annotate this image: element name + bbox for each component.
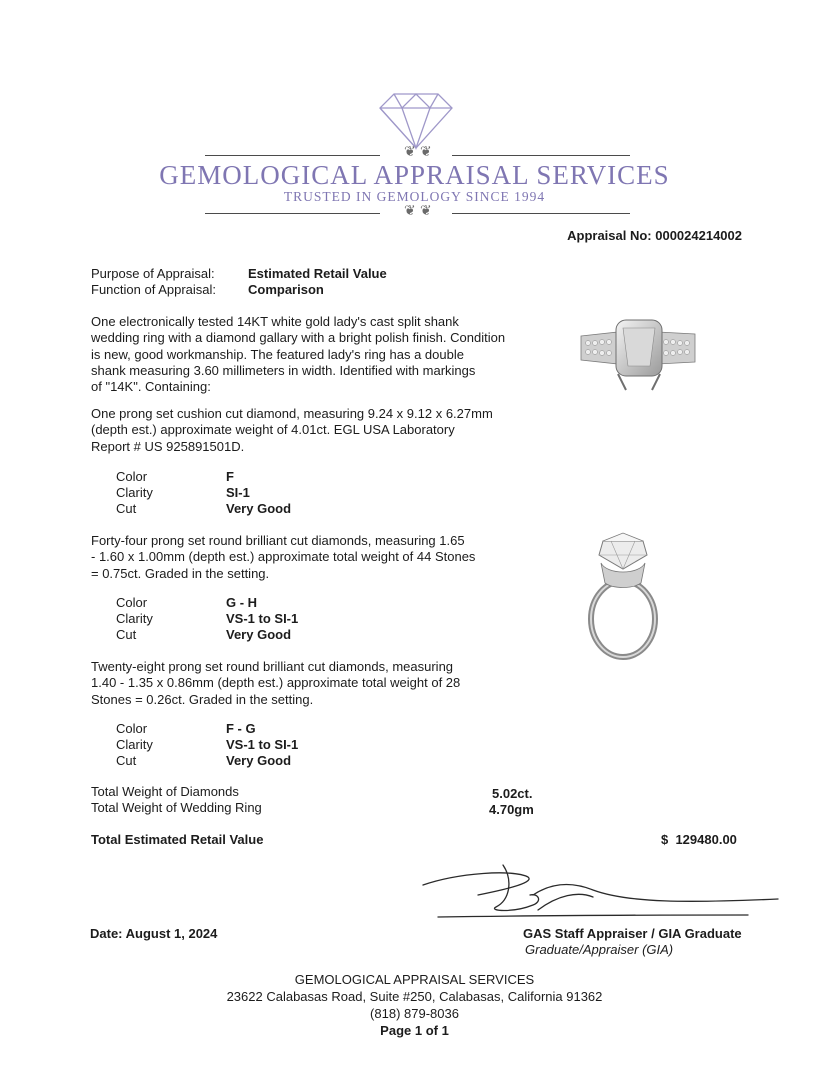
footer-phone: (818) 879-8036 bbox=[370, 1006, 459, 1021]
description-line: shank measuring 3.60 millimeters in width. Identified with markings bbox=[91, 362, 476, 378]
stone-3-color-label: Color bbox=[116, 721, 148, 736]
stone-line: (depth est.) approximate weight of 4.01ct. EGL USA Laboratory bbox=[91, 422, 455, 438]
stone-3-color-value: F - G bbox=[226, 721, 256, 736]
stone-2-clarity-value: VS-1 to SI-1 bbox=[226, 611, 299, 626]
ornament-top: ❦ bbox=[404, 144, 416, 160]
stone-1-clarity-value: SI-1 bbox=[226, 485, 250, 500]
footer-page: Page 1 of 1 bbox=[380, 1023, 449, 1038]
stone-3-cut-value: Very Good bbox=[226, 753, 292, 768]
function-value: Comparison bbox=[248, 282, 324, 297]
signer-title: GAS Staff Appraiser / GIA Graduate bbox=[523, 926, 742, 941]
header-rule-bottom-left bbox=[205, 213, 380, 214]
stone-3-description bbox=[91, 659, 531, 708]
total-ring-label: Total Weight of Wedding Ring bbox=[91, 800, 262, 815]
header-rule-bottom-right bbox=[452, 213, 630, 214]
function-label: Function of Appraisal: bbox=[91, 282, 217, 297]
stone-2-color-label: Color bbox=[116, 595, 148, 610]
footer-address: 23622 Calabasas Road, Suite #250, Calabasas, California 91362 bbox=[226, 989, 603, 1004]
stone-2-description bbox=[91, 533, 531, 582]
stone-1-cut-value: Very Good bbox=[226, 501, 292, 516]
stone-1-color-value: F bbox=[226, 469, 234, 484]
ring-side-view-image bbox=[578, 316, 698, 396]
header-rule-top-right bbox=[452, 155, 630, 156]
stone-1-color-label: Color bbox=[116, 469, 148, 484]
stone-line: One prong set cushion cut diamond, measuring 9.24 x 9.12 x 6.27mm bbox=[91, 406, 493, 421]
signer-subtitle: Graduate/Appraiser (GIA) bbox=[525, 942, 674, 957]
stone-line: - 1.60 x 1.00mm (depth est.) approximate total weight of 44 Stones bbox=[91, 549, 476, 565]
description-line: wedding ring with a diamond gallary with a bright polish finish. Condition bbox=[91, 330, 506, 346]
ring-upright-view-image bbox=[583, 523, 663, 661]
stone-line: Forty-four prong set round brilliant cut diamonds, measuring 1.65 bbox=[91, 533, 465, 548]
ornament-bottom-2: ❦ bbox=[420, 203, 432, 219]
stone-line: Report # US 925891501D. bbox=[91, 438, 245, 454]
footer-company: GEMOLOGICAL APPRAISAL SERVICES bbox=[294, 972, 535, 987]
stone-3-clarity-label: Clarity bbox=[116, 737, 153, 752]
stone-1-description bbox=[91, 406, 531, 455]
purpose-label: Purpose of Appraisal: bbox=[91, 266, 215, 281]
appraisal-number: Appraisal No: 000024214002 bbox=[567, 228, 742, 243]
stone-line: Twenty-eight prong set round brilliant cut diamonds, measuring bbox=[91, 659, 454, 674]
stone-2-cut-label: Cut bbox=[116, 627, 137, 642]
stone-3-clarity-value: VS-1 to SI-1 bbox=[226, 737, 299, 752]
stone-2-cut-value: Very Good bbox=[226, 627, 292, 642]
total-ring-value: 4.70gm bbox=[489, 802, 534, 817]
stone-2-clarity-label: Clarity bbox=[116, 611, 153, 626]
stone-line: = 0.75ct. Graded in the setting. bbox=[91, 565, 270, 581]
footer bbox=[0, 971, 829, 1039]
tagline: TRUSTED IN GEMOLOGY SINCE 1994 bbox=[283, 189, 546, 204]
date: Date: August 1, 2024 bbox=[90, 926, 218, 941]
header-rule-top-left bbox=[205, 155, 380, 156]
stone-line: 1.40 - 1.35 x 0.86mm (depth est.) approximate total weight of 28 bbox=[91, 675, 461, 691]
total-diamonds-label: Total Weight of Diamonds bbox=[91, 784, 239, 799]
description bbox=[91, 314, 531, 395]
ornament-top-2: ❦ bbox=[420, 144, 432, 160]
stone-2-color-value: G - H bbox=[226, 595, 258, 610]
description-line: One electronically tested 14KT white gold lady's cast split shank bbox=[91, 314, 459, 329]
diamond-icon bbox=[378, 90, 454, 150]
total-retail-value: $ 129480.00 bbox=[661, 832, 737, 847]
total-retail-label: Total Estimated Retail Value bbox=[91, 832, 264, 847]
total-diamonds-value: 5.02ct. bbox=[492, 786, 533, 801]
stone-1-cut-label: Cut bbox=[116, 501, 137, 516]
stone-1-clarity-label: Clarity bbox=[116, 485, 153, 500]
stone-line: Stones = 0.26ct. Graded in the setting. bbox=[91, 691, 314, 707]
description-line: of "14K". Containing: bbox=[91, 379, 211, 395]
description-line: is new, good workmanship. The featured lady's ring has a double bbox=[91, 346, 464, 362]
company-name: GEMOLOGICAL APPRAISAL SERVICES bbox=[159, 160, 670, 190]
signature-scrawl bbox=[418, 855, 788, 930]
stone-3-cut-label: Cut bbox=[116, 753, 137, 768]
ornament-bottom: ❦ bbox=[404, 203, 416, 219]
purpose-value: Estimated Retail Value bbox=[248, 266, 387, 281]
